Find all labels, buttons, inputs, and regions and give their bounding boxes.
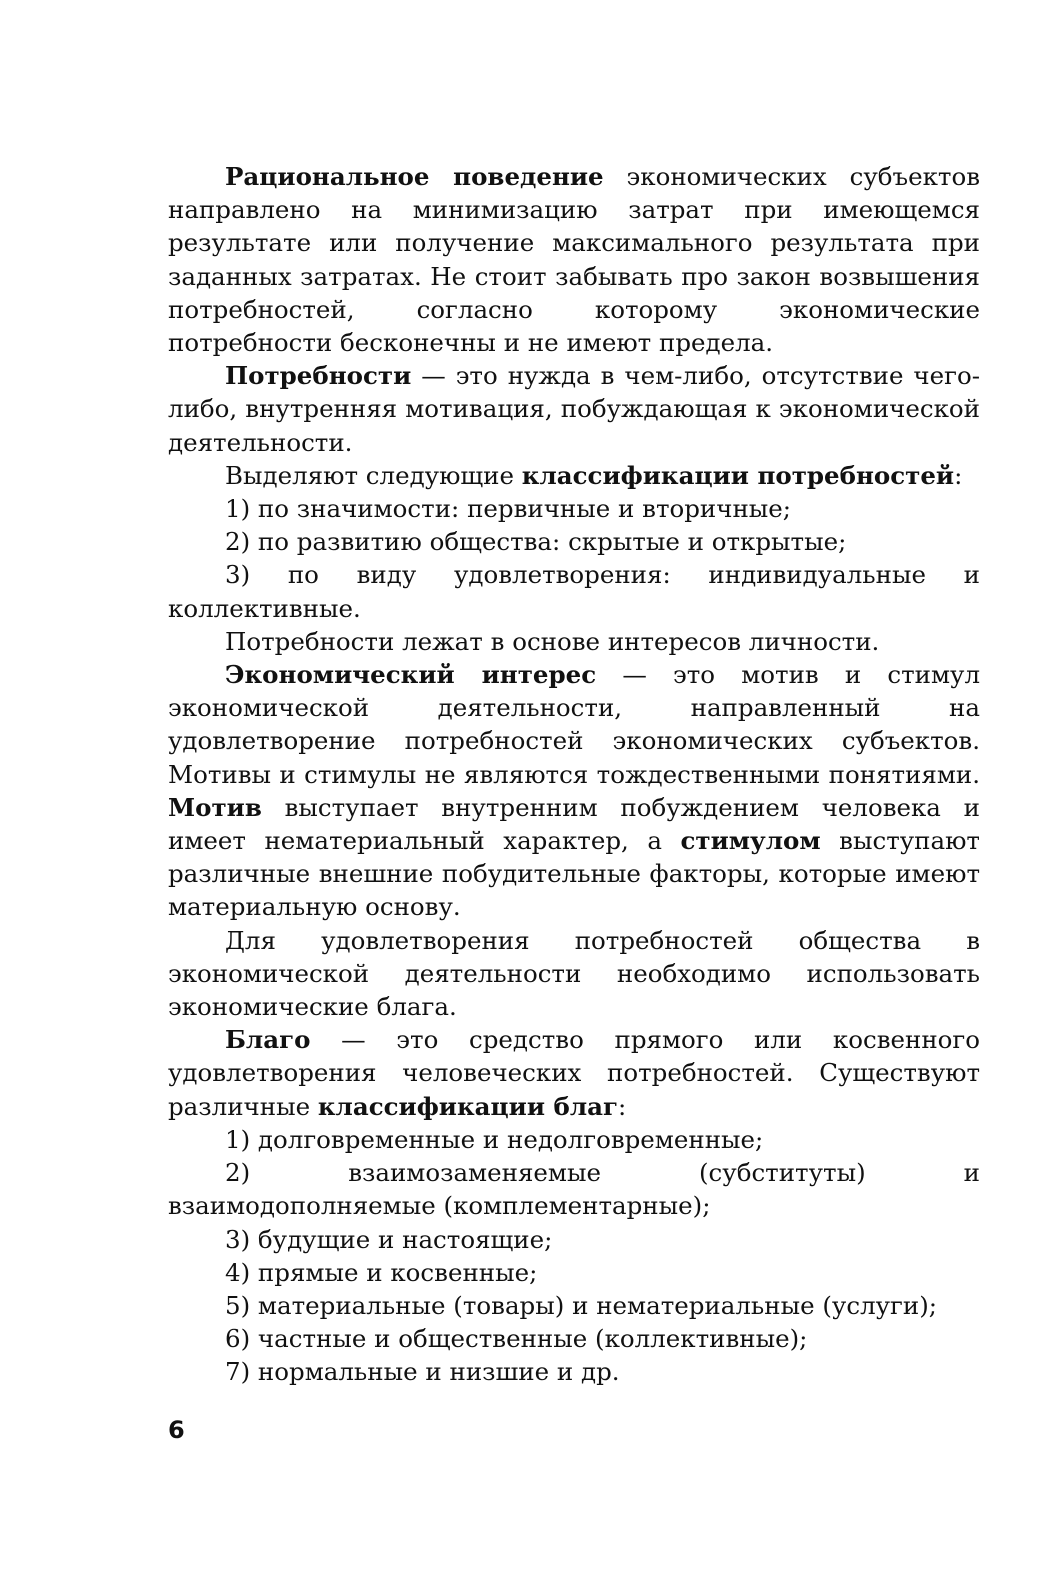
list-item: 1) по значимости: первичные и вторичные; [225, 494, 792, 524]
page-number: 6 [168, 1416, 185, 1444]
paragraph-rational-behavior: Рациональное поведение экономических субъектов направлено на минимизацию затрат при имеющемся результате или получение максимального результата при заданных затратах. Не стоит забывать про закон возвышения потребностей, согласно которому экономические потребности бесконечны и не имеют предела. [168, 162, 980, 358]
list-item: 3) по виду удовлетворения: индивидуальные и коллективные. [168, 560, 980, 623]
term-goods: Благо [225, 1025, 311, 1055]
term-stimulus: стимулом [680, 826, 821, 856]
list-item: 6) частные и общественные (коллективные); [225, 1324, 808, 1354]
term-goods-classification: классификации благ [317, 1091, 619, 1121]
paragraph-economic-interest: Экономический интерес — это мотив и стимул экономической деятельности, направленный на удовлетворение потребностей экономических субъектов. Мотивы и стимулы не являются тождественными понятиями. Мотив выступает внутренним побуждением человека и имеет нематериальный характер, а стимулом выступают различные внешние побудительные факторы, которые имеют материальную основу. [168, 660, 981, 922]
term-needs-classification: классификации потребностей [521, 460, 955, 490]
term-needs: Потребности [225, 361, 412, 391]
list-item: 2) по развитию общества: скрытые и открытые; [225, 527, 847, 557]
list-item: 7) нормальные и низшие и др. [225, 1357, 620, 1387]
list-item: 1) долговременные и недолговременные; [225, 1124, 764, 1154]
paragraph-needs-classification: Выделяют следующие классификации потребностей: [225, 460, 963, 490]
paragraph-needs: Потребности — это нужда в чем-либо, отсутствие чего-либо, внутренняя мотивация, побуждающая к экономической деятельности. [168, 361, 980, 457]
paragraph-economic-goods: Для удовлетворения потребностей общества в экономической деятельности необходимо использовать экономические блага. [168, 925, 980, 1022]
list-item: 2) взаимозаменяемые (субституты) и взаимодополняемые (комплементарные); [168, 1158, 980, 1221]
list-item: 3) будущие и настоящие; [225, 1224, 553, 1254]
term-motive: Мотив [168, 792, 262, 822]
page-body [168, 160, 980, 1389]
paragraph-goods: Благо — это средство прямого или косвенного удовлетворения человеческих потребностей. Существуют различные классификации благ: [168, 1025, 980, 1121]
list-item: 5) материальные (товары) и нематериальные (услуги); [225, 1290, 938, 1320]
term-economic-interest: Экономический интерес [225, 660, 597, 690]
term-rational-behavior: Рациональное поведение [225, 162, 604, 191]
paragraph-interests: Потребности лежат в основе интересов личности. [225, 626, 880, 656]
list-item: 4) прямые и косвенные; [225, 1257, 538, 1287]
